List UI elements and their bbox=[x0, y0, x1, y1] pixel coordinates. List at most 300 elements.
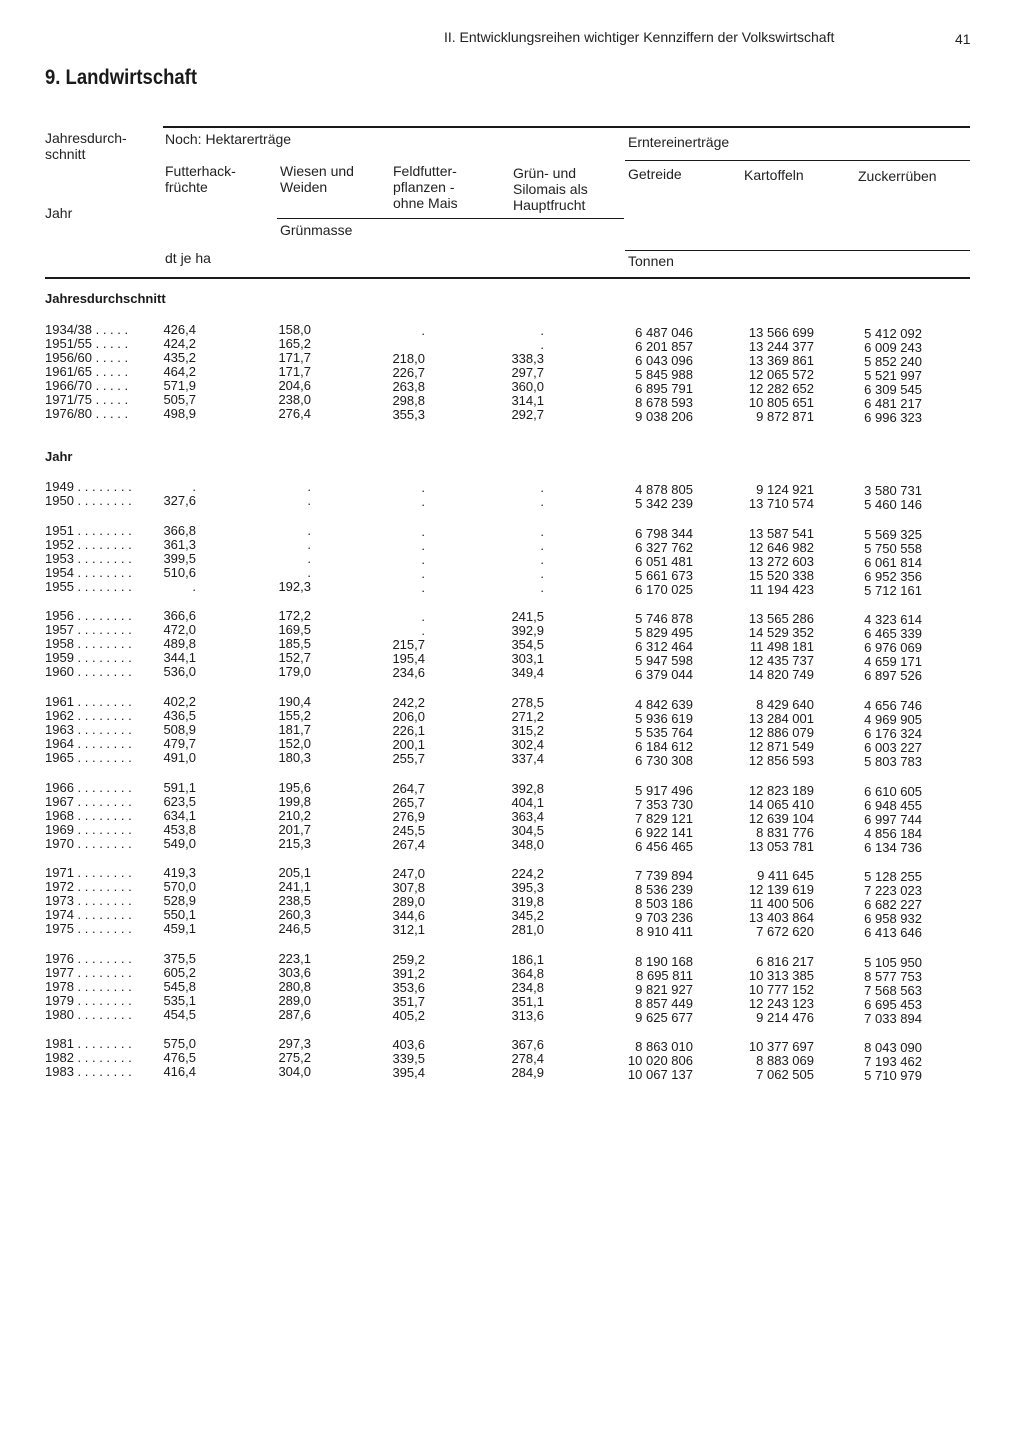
cell-kartoffeln: 12 243 123 bbox=[748, 996, 814, 1011]
cell-wiesen: 201,7 bbox=[278, 822, 311, 837]
cell-wiesen: 303,6 bbox=[278, 965, 311, 980]
row-label: 1976 . . . . . . . . bbox=[45, 951, 132, 966]
cell-silomais: 186,1 bbox=[511, 952, 544, 967]
cell-silomais: 360,0 bbox=[511, 379, 544, 394]
cell-futterhack: 575,0 bbox=[163, 1036, 196, 1051]
col-futterhack: Futterhack- früchte bbox=[165, 163, 236, 195]
cell-kartoffeln: 9 214 476 bbox=[756, 1010, 814, 1025]
row-label: 1979 . . . . . . . . bbox=[45, 993, 132, 1008]
cell-futterhack: 366,8 bbox=[163, 523, 196, 538]
cell-kartoffeln: 13 566 699 bbox=[748, 325, 814, 340]
cell-getreide: 4 842 639 bbox=[635, 697, 693, 712]
cell-feldfutter: 206,0 bbox=[392, 709, 425, 724]
cell-wiesen: 204,6 bbox=[278, 378, 311, 393]
cell-silomais: 364,8 bbox=[511, 966, 544, 981]
cell-getreide: 8 863 010 bbox=[635, 1039, 693, 1054]
cell-getreide: 6 051 481 bbox=[635, 554, 693, 569]
cell-wiesen: 171,7 bbox=[278, 364, 311, 379]
cell-futterhack: 528,9 bbox=[163, 893, 196, 908]
cell-wiesen: 246,5 bbox=[278, 921, 311, 936]
cell-feldfutter: 351,7 bbox=[392, 994, 425, 1009]
cell-getreide: 5 535 764 bbox=[635, 725, 693, 740]
cell-silomais: 337,4 bbox=[511, 751, 544, 766]
cell-silomais: 314,1 bbox=[511, 393, 544, 408]
cell-feldfutter: 215,7 bbox=[392, 637, 425, 652]
cell-getreide: 5 342 239 bbox=[635, 496, 693, 511]
cell-zuckerrueben: 5 710 979 bbox=[864, 1068, 922, 1083]
cell-futterhack: 570,0 bbox=[163, 879, 196, 894]
cell-getreide: 9 703 236 bbox=[635, 910, 693, 925]
cell-feldfutter: 289,0 bbox=[392, 894, 425, 909]
cell-silomais: 281,0 bbox=[511, 922, 544, 937]
cell-futterhack: 472,0 bbox=[163, 622, 196, 637]
cell-zuckerrueben: 5 803 783 bbox=[864, 754, 922, 769]
cell-futterhack: 476,5 bbox=[163, 1050, 196, 1065]
cell-zuckerrueben: 6 009 243 bbox=[864, 340, 922, 355]
cell-zuckerrueben: 4 323 614 bbox=[864, 612, 922, 627]
row-label: 1952 . . . . . . . . bbox=[45, 537, 132, 552]
cell-zuckerrueben: 4 659 171 bbox=[864, 654, 922, 669]
header-rule-bottom bbox=[45, 277, 970, 279]
row-label: 1962 . . . . . . . . bbox=[45, 708, 132, 723]
cell-silomais: 363,4 bbox=[511, 809, 544, 824]
cell-zuckerrueben: 6 897 526 bbox=[864, 668, 922, 683]
cell-kartoffeln: 12 139 619 bbox=[748, 882, 814, 897]
header-rule-tonnen bbox=[625, 250, 970, 251]
cell-getreide: 6 730 308 bbox=[635, 753, 693, 768]
cell-feldfutter: . bbox=[421, 552, 425, 567]
cell-feldfutter: 276,9 bbox=[392, 809, 425, 824]
row-label: 1966 . . . . . . . . bbox=[45, 780, 132, 795]
cell-kartoffeln: 12 639 104 bbox=[748, 811, 814, 826]
cell-silomais: 313,6 bbox=[511, 1008, 544, 1023]
cell-futterhack: 426,4 bbox=[163, 322, 196, 337]
cell-getreide: 5 936 619 bbox=[635, 711, 693, 726]
cell-zuckerrueben: 4 856 184 bbox=[864, 826, 922, 841]
cell-getreide: 9 821 927 bbox=[635, 982, 693, 997]
cell-getreide: 8 678 593 bbox=[635, 395, 693, 410]
cell-zuckerrueben: 5 569 325 bbox=[864, 527, 922, 542]
cell-kartoffeln: 12 871 549 bbox=[748, 739, 814, 754]
cell-feldfutter: 200,1 bbox=[392, 737, 425, 752]
row-label: 1966/70 . . . . . bbox=[45, 378, 129, 393]
cell-silomais: 349,4 bbox=[511, 665, 544, 680]
cell-getreide: 10 067 137 bbox=[627, 1067, 693, 1082]
cell-kartoffeln: 8 429 640 bbox=[756, 697, 814, 712]
cell-zuckerrueben: 7 223 023 bbox=[864, 883, 922, 898]
cell-zuckerrueben: 8 043 090 bbox=[864, 1040, 922, 1055]
row-label: 1967 . . . . . . . . bbox=[45, 794, 132, 809]
cell-zuckerrueben: 5 712 161 bbox=[864, 583, 922, 598]
cell-wiesen: . bbox=[307, 537, 311, 552]
cell-silomais: 304,5 bbox=[511, 823, 544, 838]
cell-futterhack: 535,1 bbox=[163, 993, 196, 1008]
row-label: 1934/38 . . . . . bbox=[45, 322, 129, 337]
cell-wiesen: 152,0 bbox=[278, 736, 311, 751]
cell-zuckerrueben: 5 128 255 bbox=[864, 869, 922, 884]
cell-wiesen: . bbox=[307, 523, 311, 538]
cell-feldfutter: 218,0 bbox=[392, 351, 425, 366]
cell-wiesen: 297,3 bbox=[278, 1036, 311, 1051]
cell-silomais: 345,2 bbox=[511, 908, 544, 923]
cell-zuckerrueben: 3 580 731 bbox=[864, 483, 922, 498]
header-rule-gruenmasse bbox=[277, 218, 624, 219]
row-label: 1983 . . . . . . . . bbox=[45, 1064, 132, 1079]
cell-feldfutter: . bbox=[421, 494, 425, 509]
cell-kartoffeln: 13 244 377 bbox=[748, 339, 814, 354]
cell-futterhack: 416,4 bbox=[163, 1064, 196, 1079]
cell-feldfutter: . bbox=[421, 566, 425, 581]
cell-wiesen: 179,0 bbox=[278, 664, 311, 679]
cell-silomais: 302,4 bbox=[511, 737, 544, 752]
row-label: 1953 . . . . . . . . bbox=[45, 551, 132, 566]
cell-getreide: 6 170 025 bbox=[635, 582, 693, 597]
row-label: 1956 . . . . . . . . bbox=[45, 608, 132, 623]
cell-silomais: . bbox=[540, 337, 544, 352]
cell-kartoffeln: 10 313 385 bbox=[748, 968, 814, 983]
cell-wiesen: 190,4 bbox=[278, 694, 311, 709]
row-label: 1971 . . . . . . . . bbox=[45, 865, 132, 880]
cell-wiesen: 181,7 bbox=[278, 722, 311, 737]
cell-silomais: . bbox=[540, 552, 544, 567]
cell-feldfutter: 298,8 bbox=[392, 393, 425, 408]
cell-getreide: 7 829 121 bbox=[635, 811, 693, 826]
cell-feldfutter: 234,6 bbox=[392, 665, 425, 680]
cell-kartoffeln: 12 435 737 bbox=[748, 653, 814, 668]
cell-silomais: . bbox=[540, 580, 544, 595]
cell-silomais: 303,1 bbox=[511, 651, 544, 666]
cell-feldfutter: . bbox=[421, 524, 425, 539]
cell-getreide: 6 312 464 bbox=[635, 639, 693, 654]
cell-silomais: 292,7 bbox=[511, 407, 544, 422]
cell-wiesen: 280,8 bbox=[278, 979, 311, 994]
cell-futterhack: . bbox=[192, 579, 196, 594]
cell-feldfutter: . bbox=[421, 623, 425, 638]
cell-zuckerrueben: 4 969 905 bbox=[864, 712, 922, 727]
cell-getreide: 9 625 677 bbox=[635, 1010, 693, 1025]
row-label: 1982 . . . . . . . . bbox=[45, 1050, 132, 1065]
cell-futterhack: 505,7 bbox=[163, 392, 196, 407]
row-label: 1950 . . . . . . . . bbox=[45, 493, 132, 508]
row-label: 1973 . . . . . . . . bbox=[45, 893, 132, 908]
cell-feldfutter: 307,8 bbox=[392, 880, 425, 895]
cell-feldfutter: 344,6 bbox=[392, 908, 425, 923]
cell-zuckerrueben: 6 003 227 bbox=[864, 740, 922, 755]
subheading-gruenmasse: Grünmasse bbox=[280, 222, 353, 238]
cell-futterhack: 605,2 bbox=[163, 965, 196, 980]
cell-kartoffeln: 13 053 781 bbox=[748, 839, 814, 854]
cell-futterhack: 344,1 bbox=[163, 650, 196, 665]
cell-zuckerrueben: 6 465 339 bbox=[864, 626, 922, 641]
cell-kartoffeln: 10 377 697 bbox=[748, 1039, 814, 1054]
cell-getreide: 6 327 762 bbox=[635, 540, 693, 555]
group-heading-hektar: Noch: Hektarerträge bbox=[165, 131, 292, 147]
cell-kartoffeln: 14 820 749 bbox=[748, 667, 814, 682]
row-label: 1959 . . . . . . . . bbox=[45, 650, 132, 665]
row-label: 1958 . . . . . . . . bbox=[45, 636, 132, 651]
cell-silomais: 241,5 bbox=[511, 609, 544, 624]
cell-futterhack: 591,1 bbox=[163, 780, 196, 795]
cell-feldfutter: 267,4 bbox=[392, 837, 425, 852]
cell-futterhack: 375,5 bbox=[163, 951, 196, 966]
cell-feldfutter: 264,7 bbox=[392, 781, 425, 796]
cell-silomais: . bbox=[540, 566, 544, 581]
cell-wiesen: 289,0 bbox=[278, 993, 311, 1008]
row-label: 1981 . . . . . . . . bbox=[45, 1036, 132, 1051]
cell-futterhack: . bbox=[192, 479, 196, 494]
cell-kartoffeln: 10 777 152 bbox=[748, 982, 814, 997]
cell-silomais: 297,7 bbox=[511, 365, 544, 380]
cell-futterhack: 459,1 bbox=[163, 921, 196, 936]
cell-futterhack: 545,8 bbox=[163, 979, 196, 994]
cell-futterhack: 479,7 bbox=[163, 736, 196, 751]
col-silomais: Grün- und Silomais als Hauptfrucht bbox=[513, 165, 588, 213]
cell-silomais: 284,9 bbox=[511, 1065, 544, 1080]
cell-wiesen: 260,3 bbox=[278, 907, 311, 922]
cell-silomais: . bbox=[540, 480, 544, 495]
cell-wiesen: 172,2 bbox=[278, 608, 311, 623]
cell-feldfutter: 226,1 bbox=[392, 723, 425, 738]
cell-zuckerrueben: 6 309 545 bbox=[864, 382, 922, 397]
cell-kartoffeln: 13 710 574 bbox=[748, 496, 814, 511]
cell-wiesen: 169,5 bbox=[278, 622, 311, 637]
cell-kartoffeln: 11 498 181 bbox=[749, 639, 814, 654]
cell-zuckerrueben: 6 610 605 bbox=[864, 784, 922, 799]
cell-silomais: . bbox=[540, 524, 544, 539]
cell-kartoffeln: 13 403 864 bbox=[748, 910, 814, 925]
row-label: 1978 . . . . . . . . bbox=[45, 979, 132, 994]
cell-getreide: 9 038 206 bbox=[635, 409, 693, 424]
cell-futterhack: 489,8 bbox=[163, 636, 196, 651]
cell-wiesen: 192,3 bbox=[278, 579, 311, 594]
cell-feldfutter: 195,4 bbox=[392, 651, 425, 666]
cell-zuckerrueben: 6 682 227 bbox=[864, 897, 922, 912]
cell-futterhack: 491,0 bbox=[163, 750, 196, 765]
cell-futterhack: 498,9 bbox=[163, 406, 196, 421]
cell-silomais: 367,6 bbox=[511, 1037, 544, 1052]
cell-wiesen: 171,7 bbox=[278, 350, 311, 365]
unit-tonnen: Tonnen bbox=[628, 253, 674, 269]
cell-futterhack: 454,5 bbox=[163, 1007, 196, 1022]
row-label: 1951/55 . . . . . bbox=[45, 336, 129, 351]
cell-kartoffeln: 8 883 069 bbox=[756, 1053, 814, 1068]
cell-zuckerrueben: 7 033 894 bbox=[864, 1011, 922, 1026]
cell-getreide: 8 695 811 bbox=[636, 968, 693, 983]
cell-feldfutter: 405,2 bbox=[392, 1008, 425, 1023]
cell-wiesen: 241,1 bbox=[278, 879, 311, 894]
cell-silomais: 319,8 bbox=[511, 894, 544, 909]
cell-feldfutter: 355,3 bbox=[392, 407, 425, 422]
cell-zuckerrueben: 4 656 746 bbox=[864, 698, 922, 713]
cell-futterhack: 634,1 bbox=[163, 808, 196, 823]
cell-zuckerrueben: 6 976 069 bbox=[864, 640, 922, 655]
cell-wiesen: 165,2 bbox=[278, 336, 311, 351]
cell-kartoffeln: 14 529 352 bbox=[748, 625, 814, 640]
page-number: 41 bbox=[955, 31, 971, 47]
cell-silomais: 234,8 bbox=[511, 980, 544, 995]
cell-getreide: 8 190 168 bbox=[635, 954, 693, 969]
cell-wiesen: 152,7 bbox=[278, 650, 311, 665]
cell-feldfutter: 245,5 bbox=[392, 823, 425, 838]
row-label: 1968 . . . . . . . . bbox=[45, 808, 132, 823]
cell-wiesen: 158,0 bbox=[278, 322, 311, 337]
running-header: II. Entwicklungsreihen wichtiger Kennziffern der Volkswirtschaft bbox=[444, 29, 835, 45]
cell-feldfutter: . bbox=[421, 323, 425, 338]
cell-kartoffeln: 12 823 189 bbox=[748, 783, 814, 798]
header-rule-ertrag bbox=[625, 160, 970, 161]
cell-feldfutter: 312,1 bbox=[392, 922, 425, 937]
cell-getreide: 6 184 612 bbox=[635, 739, 693, 754]
cell-zuckerrueben: 6 413 646 bbox=[864, 925, 922, 940]
cell-feldfutter: 403,6 bbox=[392, 1037, 425, 1052]
cell-kartoffeln: 9 872 871 bbox=[756, 409, 814, 424]
cell-kartoffeln: 13 272 603 bbox=[748, 554, 814, 569]
cell-kartoffeln: 9 124 921 bbox=[756, 482, 814, 497]
cell-wiesen: 287,6 bbox=[278, 1007, 311, 1022]
cell-kartoffeln: 8 831 776 bbox=[756, 825, 814, 840]
cell-kartoffeln: 13 565 286 bbox=[748, 611, 814, 626]
cell-zuckerrueben: 5 460 146 bbox=[864, 497, 922, 512]
cell-kartoffeln: 12 856 593 bbox=[748, 753, 814, 768]
row-label: 1975 . . . . . . . . bbox=[45, 921, 132, 936]
unit-dt-je-ha: dt je ha bbox=[165, 250, 211, 266]
row-label: 1969 . . . . . . . . bbox=[45, 822, 132, 837]
cell-zuckerrueben: 6 695 453 bbox=[864, 997, 922, 1012]
cell-silomais: 271,2 bbox=[511, 709, 544, 724]
cell-kartoffeln: 15 520 338 bbox=[748, 568, 814, 583]
cell-futterhack: 510,6 bbox=[163, 565, 196, 580]
cell-feldfutter: 263,8 bbox=[392, 379, 425, 394]
cell-feldfutter: 242,2 bbox=[392, 695, 425, 710]
cell-futterhack: 419,3 bbox=[163, 865, 196, 880]
cell-futterhack: 327,6 bbox=[163, 493, 196, 508]
cell-kartoffeln: 11 194 423 bbox=[749, 582, 814, 597]
cell-kartoffeln: 7 062 505 bbox=[756, 1067, 814, 1082]
col-wiesen: Wiesen und Weiden bbox=[280, 163, 354, 195]
row-label: 1972 . . . . . . . . bbox=[45, 879, 132, 894]
cell-zuckerrueben: 6 958 932 bbox=[864, 911, 922, 926]
cell-wiesen: 276,4 bbox=[278, 406, 311, 421]
cell-wiesen: 185,5 bbox=[278, 636, 311, 651]
cell-zuckerrueben: 6 134 736 bbox=[864, 840, 922, 855]
cell-getreide: 6 895 791 bbox=[635, 381, 693, 396]
cell-wiesen: . bbox=[307, 493, 311, 508]
cell-kartoffeln: 12 065 572 bbox=[748, 367, 814, 382]
cell-futterhack: 571,9 bbox=[163, 378, 196, 393]
cell-zuckerrueben: 5 521 997 bbox=[864, 368, 922, 383]
cell-silomais: 315,2 bbox=[511, 723, 544, 738]
cell-getreide: 6 487 046 bbox=[635, 325, 693, 340]
stub-heading: Jahresdurch- schnitt bbox=[45, 130, 127, 162]
cell-silomais: 351,1 bbox=[511, 994, 544, 1009]
cell-feldfutter: 226,7 bbox=[392, 365, 425, 380]
cell-zuckerrueben: 5 852 240 bbox=[864, 354, 922, 369]
cell-silomais: . bbox=[540, 494, 544, 509]
row-label: 1970 . . . . . . . . bbox=[45, 836, 132, 851]
cell-futterhack: 435,2 bbox=[163, 350, 196, 365]
cell-futterhack: 623,5 bbox=[163, 794, 196, 809]
cell-silomais: 278,4 bbox=[511, 1051, 544, 1066]
row-label: 1960 . . . . . . . . bbox=[45, 664, 132, 679]
cell-futterhack: 464,2 bbox=[163, 364, 196, 379]
cell-zuckerrueben: 5 750 558 bbox=[864, 541, 922, 556]
cell-wiesen: 275,2 bbox=[278, 1050, 311, 1065]
cell-silomais: 392,9 bbox=[511, 623, 544, 638]
row-label: 1954 . . . . . . . . bbox=[45, 565, 132, 580]
cell-futterhack: 550,1 bbox=[163, 907, 196, 922]
cell-feldfutter: 339,5 bbox=[392, 1051, 425, 1066]
row-label: 1957 . . . . . . . . bbox=[45, 622, 132, 637]
cell-wiesen: 205,1 bbox=[278, 865, 311, 880]
cell-getreide: 5 917 496 bbox=[635, 783, 693, 798]
cell-feldfutter: 391,2 bbox=[392, 966, 425, 981]
cell-getreide: 6 379 044 bbox=[635, 667, 693, 682]
group-heading-ernte: Erntereinerträge bbox=[628, 134, 730, 150]
cell-wiesen: . bbox=[307, 565, 311, 580]
cell-zuckerrueben: 6 997 744 bbox=[864, 812, 922, 827]
cell-wiesen: 238,0 bbox=[278, 392, 311, 407]
section-heading-average: Jahresdurchschnitt bbox=[45, 291, 166, 306]
cell-kartoffeln: 12 282 652 bbox=[748, 381, 814, 396]
cell-feldfutter: 255,7 bbox=[392, 751, 425, 766]
row-label: 1956/60 . . . . . bbox=[45, 350, 129, 365]
cell-zuckerrueben: 7 568 563 bbox=[864, 983, 922, 998]
cell-zuckerrueben: 7 193 462 bbox=[864, 1054, 922, 1069]
cell-silomais: 354,5 bbox=[511, 637, 544, 652]
row-label: 1965 . . . . . . . . bbox=[45, 750, 132, 765]
section-heading-year: Jahr bbox=[45, 449, 73, 464]
cell-wiesen: 199,8 bbox=[278, 794, 311, 809]
cell-futterhack: 361,3 bbox=[163, 537, 196, 552]
cell-zuckerrueben: 6 176 324 bbox=[864, 726, 922, 741]
cell-kartoffeln: 6 816 217 bbox=[756, 954, 814, 969]
cell-zuckerrueben: 8 577 753 bbox=[864, 969, 922, 984]
cell-futterhack: 453,8 bbox=[163, 822, 196, 837]
page-title: 9. Landwirtschaft bbox=[45, 66, 197, 89]
cell-getreide: 8 503 186 bbox=[635, 896, 693, 911]
cell-kartoffeln: 10 805 651 bbox=[748, 395, 814, 410]
cell-getreide: 6 922 141 bbox=[635, 825, 693, 840]
col-getreide: Getreide bbox=[628, 166, 682, 182]
col-kartoffeln: Kartoffeln bbox=[744, 167, 804, 183]
cell-kartoffeln: 9 411 645 bbox=[757, 868, 814, 883]
cell-zuckerrueben: 6 061 814 bbox=[864, 555, 922, 570]
cell-zuckerrueben: 6 948 455 bbox=[864, 798, 922, 813]
row-label: 1961 . . . . . . . . bbox=[45, 694, 132, 709]
cell-futterhack: 508,9 bbox=[163, 722, 196, 737]
cell-futterhack: 424,2 bbox=[163, 336, 196, 351]
cell-futterhack: 549,0 bbox=[163, 836, 196, 851]
cell-feldfutter: . bbox=[421, 480, 425, 495]
cell-getreide: 6 456 465 bbox=[635, 839, 693, 854]
cell-wiesen: 238,5 bbox=[278, 893, 311, 908]
cell-kartoffeln: 13 284 001 bbox=[748, 711, 814, 726]
cell-wiesen: 223,1 bbox=[278, 951, 311, 966]
cell-wiesen: 195,6 bbox=[278, 780, 311, 795]
cell-getreide: 5 947 598 bbox=[635, 653, 693, 668]
cell-getreide: 5 829 495 bbox=[635, 625, 693, 640]
cell-getreide: 6 798 344 bbox=[635, 526, 693, 541]
cell-feldfutter: . bbox=[421, 609, 425, 624]
cell-kartoffeln: 13 369 861 bbox=[748, 353, 814, 368]
cell-getreide: 6 201 857 bbox=[635, 339, 693, 354]
row-label: 1955 . . . . . . . . bbox=[45, 579, 132, 594]
cell-feldfutter: 259,2 bbox=[392, 952, 425, 967]
cell-silomais: 395,3 bbox=[511, 880, 544, 895]
cell-getreide: 8 910 411 bbox=[636, 924, 693, 939]
cell-futterhack: 436,5 bbox=[163, 708, 196, 723]
cell-wiesen: 155,2 bbox=[278, 708, 311, 723]
